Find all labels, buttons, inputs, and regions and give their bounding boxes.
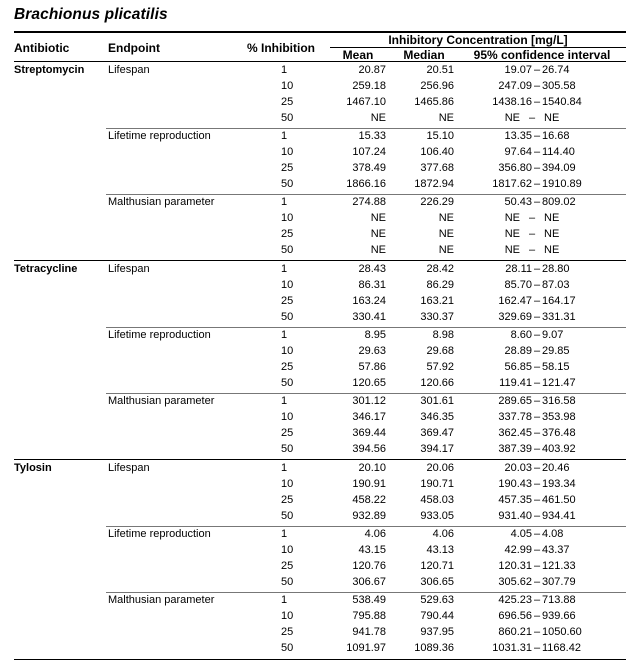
median-value: NE <box>438 244 454 256</box>
ci-dash: – <box>533 162 541 174</box>
ci-high-value: 20.46 <box>542 462 570 474</box>
mean-value: 163.24 <box>352 295 386 307</box>
ci-dash: – <box>533 626 541 638</box>
mean-value: 1866.16 <box>346 178 386 190</box>
ci-dash: – <box>533 96 541 108</box>
mean-value: NE <box>370 244 386 256</box>
ci-dash: – <box>533 279 541 291</box>
mean-value: 43.15 <box>358 544 386 556</box>
median-value: 86.29 <box>426 279 454 291</box>
ci-low-value: NE <box>504 112 520 124</box>
ci-dash: – <box>528 244 536 256</box>
median-value: 1465.86 <box>414 96 454 108</box>
median-value: 163.21 <box>420 295 454 307</box>
ci-low-value: 425.23 <box>498 594 532 606</box>
mean-value: 8.95 <box>364 329 386 341</box>
ci-high-value: 58.15 <box>542 361 570 373</box>
endpoint-separator <box>106 128 626 129</box>
median-value: NE <box>438 228 454 240</box>
median-value: 458.03 <box>420 494 454 506</box>
ci-low-value: 289.65 <box>498 395 532 407</box>
ci-high-value: 87.03 <box>542 279 570 291</box>
ci-high-value: 28.80 <box>542 263 570 275</box>
ci-low-value: 97.64 <box>504 146 532 158</box>
ci-high-value: 809.02 <box>542 196 576 208</box>
inhibition-value: 50 <box>281 178 294 190</box>
ci-dash: – <box>533 443 541 455</box>
ci-dash: – <box>533 494 541 506</box>
mean-value: 1467.10 <box>346 96 386 108</box>
median-value: 529.63 <box>420 594 454 606</box>
inhibition-value: 25 <box>281 228 294 240</box>
endpoint-separator <box>106 526 626 527</box>
ci-low-value: 50.43 <box>504 196 532 208</box>
ci-high-value: 1910.89 <box>542 178 582 190</box>
ci-dash: – <box>533 178 541 190</box>
endpoint-name: Malthusian parameter <box>108 196 215 208</box>
inhibition-value: 50 <box>281 510 294 522</box>
median-value: 369.47 <box>420 427 454 439</box>
ci-dash: – <box>533 311 541 323</box>
ci-high-value: 193.34 <box>542 478 576 490</box>
median-value: 43.13 <box>426 544 454 556</box>
ci-high-value: 26.74 <box>542 64 570 76</box>
ci-low-value: 120.31 <box>498 560 532 572</box>
endpoint-separator <box>106 194 626 195</box>
inhibition-value: 10 <box>281 146 294 158</box>
ci-low-value: 1817.62 <box>492 178 532 190</box>
ci-low-value: 28.89 <box>504 345 532 357</box>
ci-low-value: 696.56 <box>498 610 532 622</box>
ci-low-value: 190.43 <box>498 478 532 490</box>
median-value: 226.29 <box>420 196 454 208</box>
ci-dash: – <box>533 528 541 540</box>
mean-value: 369.44 <box>352 427 386 439</box>
median-value: 120.71 <box>420 560 454 572</box>
endpoint-separator <box>106 393 626 394</box>
inhibition-value: 10 <box>281 212 294 224</box>
antibiotic-name: Tetracycline <box>14 263 78 275</box>
median-value: 256.96 <box>420 80 454 92</box>
mean-value: 394.56 <box>352 443 386 455</box>
ci-dash: – <box>533 544 541 556</box>
ci-dash: – <box>533 594 541 606</box>
table-title: Brachionus plicatilis <box>14 6 168 23</box>
ci-dash: – <box>533 130 541 142</box>
ci-high-value: NE <box>544 228 560 240</box>
mean-value: 306.67 <box>352 576 386 588</box>
inhibition-value: 10 <box>281 610 294 622</box>
ci-low-value: 56.85 <box>504 361 532 373</box>
mean-value: NE <box>370 228 386 240</box>
inhibition-value: 50 <box>281 576 294 588</box>
inhibition-value: 25 <box>281 361 294 373</box>
ci-high-value: 121.33 <box>542 560 576 572</box>
median-value: 346.35 <box>420 411 454 423</box>
mean-value: 107.24 <box>352 146 386 158</box>
mean-value: 932.89 <box>352 510 386 522</box>
median-value: 330.37 <box>420 311 454 323</box>
median-value: 120.66 <box>420 377 454 389</box>
ci-high-value: 16.68 <box>542 130 570 142</box>
ci-high-value: 353.98 <box>542 411 576 423</box>
ci-low-value: 4.05 <box>510 528 532 540</box>
ci-dash: – <box>528 112 536 124</box>
median-value: 8.98 <box>432 329 454 341</box>
inhibition-value: 1 <box>281 263 288 275</box>
ci-dash: – <box>533 263 541 275</box>
endpoint-separator <box>106 592 626 593</box>
ci-high-value: 394.09 <box>542 162 576 174</box>
inhibition-value: 10 <box>281 544 294 556</box>
mean-value: 57.86 <box>358 361 386 373</box>
ci-low-value: 860.21 <box>498 626 532 638</box>
endpoint-name: Lifespan <box>108 64 150 76</box>
inhibition-value: 1 <box>281 196 288 208</box>
ci-low-value: 362.45 <box>498 427 532 439</box>
inhibition-value: 50 <box>281 112 294 124</box>
ci-low-value: NE <box>504 244 520 256</box>
median-value: 29.68 <box>426 345 454 357</box>
inhibition-value: 1 <box>281 130 288 142</box>
header-ic-group: Inhibitory Concentration [mg/L] <box>388 33 568 47</box>
ci-low-value: 387.39 <box>498 443 532 455</box>
ci-low-value: 305.62 <box>498 576 532 588</box>
mean-value: 301.12 <box>352 395 386 407</box>
median-value: NE <box>438 112 454 124</box>
ci-dash: – <box>533 510 541 522</box>
header-inhibition: % Inhibition <box>247 41 315 55</box>
ci-high-value: 939.66 <box>542 610 576 622</box>
ci-low-value: NE <box>504 212 520 224</box>
endpoint-name: Lifespan <box>108 462 150 474</box>
ci-low-value: 19.07 <box>504 64 532 76</box>
ci-dash: – <box>533 295 541 307</box>
ci-high-value: 1050.60 <box>542 626 582 638</box>
antibiotic-name: Tylosin <box>14 462 52 474</box>
inhibition-value: 10 <box>281 345 294 357</box>
antibiotic-name: Streptomycin <box>14 64 85 76</box>
ci-dash: – <box>533 395 541 407</box>
mean-value: 330.41 <box>352 311 386 323</box>
mean-value: 86.31 <box>358 279 386 291</box>
median-value: 28.42 <box>426 263 454 275</box>
inhibition-value: 1 <box>281 462 288 474</box>
mean-value: NE <box>370 112 386 124</box>
mean-value: 120.76 <box>352 560 386 572</box>
ci-high-value: 164.17 <box>542 295 576 307</box>
ci-low-value: 28.11 <box>505 263 532 275</box>
ci-low-value: 42.99 <box>504 544 532 556</box>
ci-dash: – <box>533 576 541 588</box>
ci-low-value: 1031.31 <box>492 642 532 654</box>
ci-dash: – <box>533 196 541 208</box>
ci-dash: – <box>528 212 536 224</box>
ci-dash: – <box>533 80 541 92</box>
median-value: 306.65 <box>420 576 454 588</box>
header-mean: Mean <box>342 48 374 62</box>
endpoint-name: Lifetime reproduction <box>108 329 211 341</box>
endpoint-name: Lifespan <box>108 263 150 275</box>
inhibition-value: 1 <box>281 64 288 76</box>
ci-high-value: NE <box>544 112 560 124</box>
ci-high-value: 305.58 <box>542 80 576 92</box>
mean-value: 20.10 <box>358 462 386 474</box>
median-value: 57.92 <box>426 361 454 373</box>
ci-dash: – <box>533 64 541 76</box>
ci-low-value: 8.60 <box>510 329 532 341</box>
median-value: 106.40 <box>420 146 454 158</box>
inhibition-value: 1 <box>281 395 288 407</box>
ci-low-value: NE <box>504 228 520 240</box>
inhibition-value: 25 <box>281 427 294 439</box>
inhibition-value: 50 <box>281 642 294 654</box>
ci-dash: – <box>528 228 536 240</box>
ci-dash: – <box>533 427 541 439</box>
mean-value: 20.87 <box>358 64 386 76</box>
inhibition-value: 50 <box>281 311 294 323</box>
ci-low-value: 20.03 <box>504 462 532 474</box>
ci-dash: – <box>533 411 541 423</box>
endpoint-name: Lifetime reproduction <box>108 130 211 142</box>
median-value: 1089.36 <box>414 642 454 654</box>
median-value: 301.61 <box>420 395 454 407</box>
ci-dash: – <box>533 361 541 373</box>
median-value: 1872.94 <box>414 178 454 190</box>
ci-dash: – <box>533 560 541 572</box>
group-separator <box>14 260 626 261</box>
inhibition-value: 50 <box>281 244 294 256</box>
mean-value: 15.33 <box>358 130 386 142</box>
ci-high-value: 316.58 <box>542 395 576 407</box>
median-value: 394.17 <box>420 443 454 455</box>
header-endpoint: Endpoint <box>108 41 160 55</box>
ci-high-value: 403.92 <box>542 443 576 455</box>
inhibition-value: 10 <box>281 279 294 291</box>
ci-dash: – <box>533 462 541 474</box>
inhibition-value: 10 <box>281 478 294 490</box>
ci-low-value: 247.09 <box>498 80 532 92</box>
endpoint-name: Malthusian parameter <box>108 594 215 606</box>
median-value: 933.05 <box>420 510 454 522</box>
ci-low-value: 329.69 <box>498 311 532 323</box>
ci-low-value: 162.47 <box>498 295 532 307</box>
mean-value: 941.78 <box>352 626 386 638</box>
mean-value: 28.43 <box>358 263 386 275</box>
ci-high-value: 9.07 <box>542 329 564 341</box>
inhibition-value: 10 <box>281 80 294 92</box>
ci-high-value: 934.41 <box>542 510 576 522</box>
inhibition-value: 25 <box>281 494 294 506</box>
ci-high-value: 114.40 <box>542 146 575 158</box>
ci-low-value: 337.78 <box>498 411 532 423</box>
group-separator <box>14 459 626 460</box>
ci-high-value: 461.50 <box>542 494 576 506</box>
ci-high-value: 43.37 <box>542 544 570 556</box>
ci-high-value: 29.85 <box>542 345 570 357</box>
inhibition-value: 25 <box>281 626 294 638</box>
ci-low-value: 13.35 <box>504 130 532 142</box>
mean-value: 29.63 <box>358 345 386 357</box>
ci-low-value: 931.40 <box>498 510 532 522</box>
median-value: 20.51 <box>426 64 454 76</box>
mean-value: 346.17 <box>352 411 386 423</box>
inhibition-value: 10 <box>281 411 294 423</box>
median-value: 790.44 <box>420 610 454 622</box>
ci-high-value: NE <box>544 244 560 256</box>
ci-dash: – <box>533 610 541 622</box>
inhibition-value: 50 <box>281 443 294 455</box>
ci-dash: – <box>533 478 541 490</box>
ci-low-value: 356.80 <box>498 162 532 174</box>
ci-high-value: 307.79 <box>542 576 576 588</box>
mean-value: 190.91 <box>352 478 386 490</box>
ci-low-value: 85.70 <box>504 279 532 291</box>
mean-value: NE <box>370 212 386 224</box>
median-value: 190.71 <box>420 478 454 490</box>
mean-value: 259.18 <box>352 80 386 92</box>
ci-high-value: NE <box>544 212 560 224</box>
ci-high-value: 4.08 <box>542 528 564 540</box>
ci-high-value: 713.88 <box>542 594 576 606</box>
ci-high-value: 1540.84 <box>542 96 582 108</box>
ci-high-value: 331.31 <box>542 311 576 323</box>
mean-value: 538.49 <box>352 594 386 606</box>
median-value: 20.06 <box>426 462 454 474</box>
mean-value: 795.88 <box>352 610 386 622</box>
median-value: NE <box>438 212 454 224</box>
inhibition-value: 25 <box>281 162 294 174</box>
ci-low-value: 1438.16 <box>492 96 532 108</box>
endpoint-name: Lifetime reproduction <box>108 528 211 540</box>
inhibition-value: 1 <box>281 528 288 540</box>
ci-high-value: 1168.42 <box>542 642 581 654</box>
ci-low-value: 119.41 <box>499 377 532 389</box>
header-ci: 95% confidence interval <box>473 48 611 62</box>
endpoint-separator <box>106 327 626 328</box>
inhibition-value: 50 <box>281 377 294 389</box>
ci-dash: – <box>533 345 541 357</box>
mean-value: 274.88 <box>352 196 386 208</box>
median-value: 15.10 <box>426 130 454 142</box>
inhibition-value: 1 <box>281 594 288 606</box>
header-median: Median <box>403 48 445 62</box>
ci-low-value: 457.35 <box>498 494 532 506</box>
mean-value: 458.22 <box>352 494 386 506</box>
mean-value: 4.06 <box>364 528 386 540</box>
mean-value: 120.65 <box>352 377 386 389</box>
ci-dash: – <box>533 642 541 654</box>
inhibition-value: 25 <box>281 560 294 572</box>
median-value: 937.95 <box>420 626 454 638</box>
median-value: 4.06 <box>432 528 454 540</box>
ci-high-value: 121.47 <box>542 377 576 389</box>
inhibition-value: 25 <box>281 96 294 108</box>
inhibition-value: 25 <box>281 295 294 307</box>
ci-dash: – <box>533 146 541 158</box>
mean-value: 1091.97 <box>346 642 386 654</box>
inhibition-value: 1 <box>281 329 288 341</box>
ci-dash: – <box>533 377 541 389</box>
ci-dash: – <box>533 329 541 341</box>
mean-value: 378.49 <box>352 162 386 174</box>
endpoint-name: Malthusian parameter <box>108 395 215 407</box>
median-value: 377.68 <box>420 162 454 174</box>
ci-high-value: 376.48 <box>542 427 576 439</box>
header-antibiotic: Antibiotic <box>14 41 70 55</box>
